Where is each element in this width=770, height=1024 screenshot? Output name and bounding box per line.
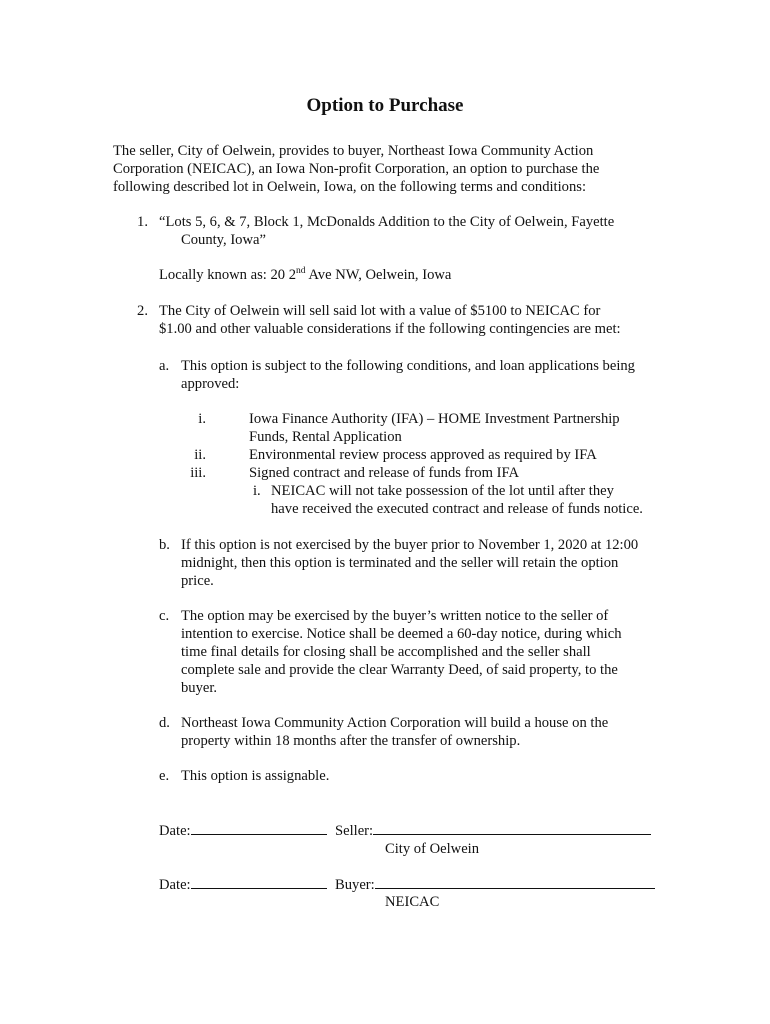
condition-text: Environmental review process approved as required by IFA (249, 447, 597, 463)
sub-item-letter: e. (159, 768, 170, 784)
seller-signature-row (335, 821, 651, 840)
sub-item-letter: b. (159, 537, 170, 553)
item-text-line: The City of Oelwein will sell said lot with a value of $5100 to NEICAC for (159, 303, 601, 319)
buyer-label: Buyer: (335, 877, 375, 893)
condition-text: Iowa Finance Authority (IFA) – HOME Investment Partnership (249, 411, 620, 427)
item-text-line: price. (181, 573, 214, 589)
intro-line: The seller, City of Oelwein, provides to buyer, Northeast Iowa Community Action (113, 143, 594, 159)
date-blank-line[interactable] (191, 821, 327, 835)
buyer-signature-line[interactable] (375, 875, 655, 889)
item-text-line: midnight, then this option is terminated and the seller will retain the option (181, 555, 619, 571)
buyer-date-row (159, 875, 327, 894)
item-text-line: “Lots 5, 6, & 7, Block 1, McDonalds Addition to the City of Oelwein, Fayette (159, 214, 615, 230)
document-title: Option to Purchase (306, 95, 464, 116)
nested-text: NEICAC will not take possession of the lot until after they (271, 483, 614, 499)
date-label: Date: (159, 823, 191, 839)
date-blank-line[interactable] (191, 875, 327, 889)
intro-line: Corporation (NEICAC), an Iowa Non-profit Corporation, an option to purchase the (113, 161, 600, 177)
item-text-line: County, Iowa” (181, 232, 266, 248)
item-text-line: approved: (181, 376, 240, 392)
roman-numeral: ii. (194, 447, 206, 463)
buyer-name: NEICAC (385, 894, 440, 910)
address-prefix: Locally known as: 20 2 (159, 267, 296, 283)
sub-item-letter: a. (159, 358, 170, 374)
address-suffix: Ave NW, Oelwein, Iowa (305, 267, 452, 283)
date-label: Date: (159, 877, 191, 893)
item-text-line: If this option is not exercised by the buyer prior to November 1, 2020 at 12:00 (181, 537, 639, 553)
item-text-line: The option may be exercised by the buyer’s written notice to the seller of (181, 608, 609, 624)
item-text-line: $1.00 and other valuable considerations if the following contingencies are met: (159, 321, 621, 337)
list-number: 2. (137, 303, 148, 319)
roman-numeral: iii. (190, 465, 206, 481)
locally-known-as (159, 266, 451, 284)
item-text-line: time final details for closing shall be accomplished and the seller shall (181, 644, 591, 660)
seller-label: Seller: (335, 823, 374, 839)
item-text-line: This option is subject to the following conditions, and loan applications being (181, 358, 635, 374)
seller-date-row (159, 821, 327, 840)
seller-signature-line[interactable] (373, 821, 651, 835)
nested-numeral: i. (253, 483, 261, 499)
sub-item-letter: c. (159, 608, 170, 624)
address-superscript: nd (296, 266, 306, 276)
roman-numeral: i. (198, 411, 206, 427)
buyer-signature-row (335, 875, 655, 894)
intro-line: following described lot in Oelwein, Iowa, on the following terms and conditions: (113, 179, 586, 195)
item-text-line: intention to exercise. Notice shall be deemed a 60-day notice, during which (181, 626, 622, 642)
nested-text: have received the executed contract and release of funds notice. (271, 501, 643, 517)
condition-text: Signed contract and release of funds from IFA (249, 465, 520, 481)
list-number: 1. (137, 214, 148, 230)
seller-name: City of Oelwein (385, 841, 480, 857)
condition-text: Funds, Rental Application (249, 429, 402, 445)
item-text-line: Northeast Iowa Community Action Corporation will build a house on the (181, 715, 609, 731)
sub-item-letter: d. (159, 715, 170, 731)
item-text-line: This option is assignable. (181, 768, 330, 784)
item-text-line: property within 18 months after the transfer of ownership. (181, 733, 521, 749)
item-text-line: complete sale and provide the clear Warranty Deed, of said property, to the (181, 662, 618, 678)
item-text-line: buyer. (181, 680, 218, 696)
